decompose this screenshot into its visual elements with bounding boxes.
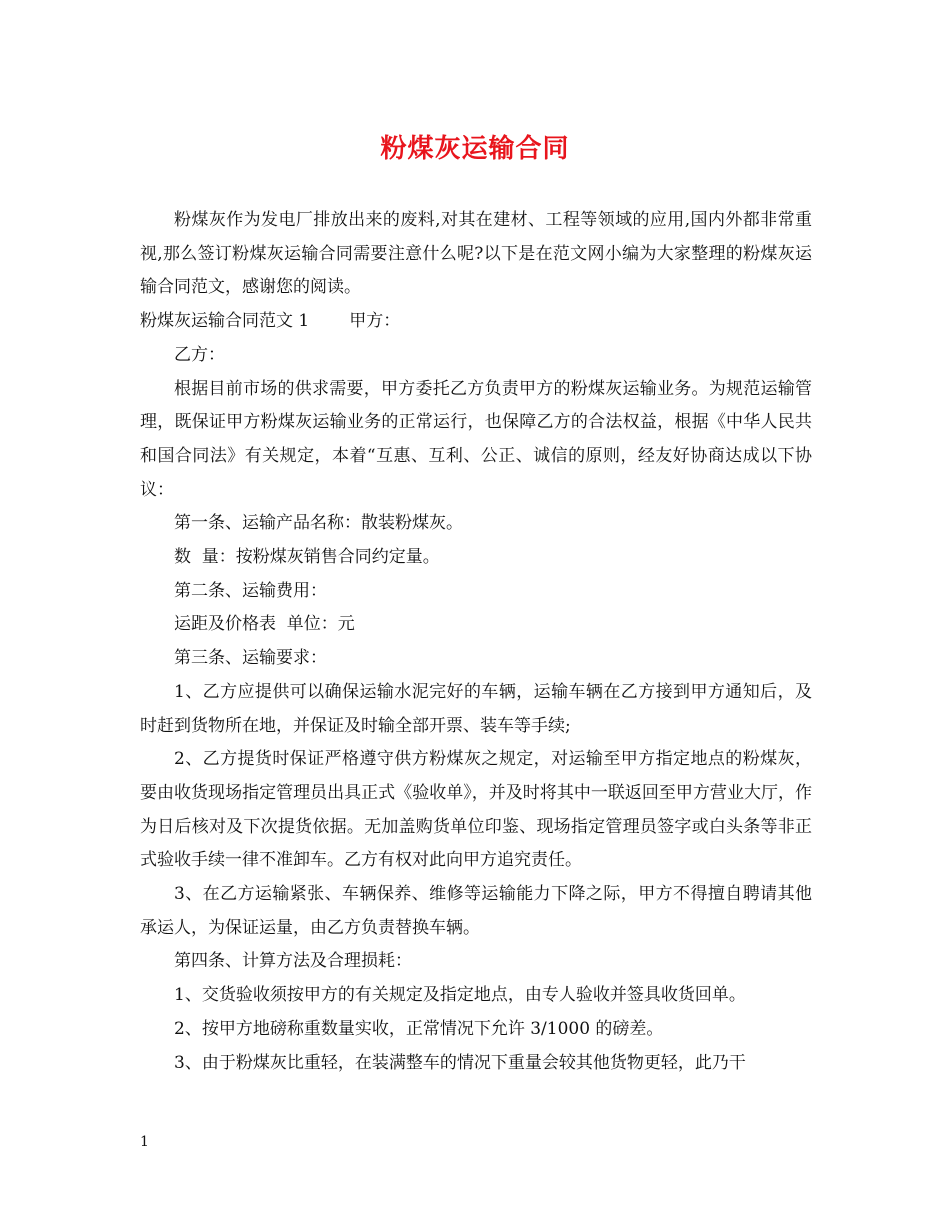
section-heading-line <box>140 305 812 339</box>
document-body <box>140 204 812 1080</box>
clause-1-product: 第一条、运输产品名称：散装粉煤灰。 <box>174 513 463 534</box>
clause-3-item-2: 2、乙方提货时保证严格遵守供方粉煤灰之规定，对运输至甲方指定地点的粉煤灰，要由收货现场指定管理员出具正式《验收单》，并及时将其中一联返回至甲方营业大厅，作为日后核对及下次提货依据。无加盖购货单位印鉴、现场指定管理员签字或白头条等非正式验收手续一律不准卸车。乙方有权对此向甲方追究责任。 <box>140 749 812 871</box>
clause-3-requirements: 第三条、运输要求： <box>174 648 327 669</box>
intro-paragraph: 粉煤灰作为发电厂排放出来的废料,对其在建材、工程等领域的应用,国内外都非常重视,那么签订粉煤灰运输合同需要注意什么呢?以下是在范文网小编为大家整理的粉煤灰运输合同范文，感谢您的阅读。 <box>140 210 812 298</box>
clause-1-quantity: 数 量：按粉煤灰销售合同约定量。 <box>174 547 440 568</box>
document-title: 粉煤灰运输合同 <box>380 134 570 164</box>
page-number: 1 <box>140 1134 149 1150</box>
clause-4-calculation: 第四条、计算方法及合理损耗： <box>174 951 412 972</box>
clause-3-item-3: 3、在乙方运输紧张、车辆保养、维修等运输能力下降之际，甲方不得擅自聘请其他承运人，为保证运量，由乙方负责替换车辆。 <box>140 884 812 938</box>
preamble-paragraph: 根据目前市场的供求需要，甲方委托乙方负责甲方的粉煤灰运输业务。为规范运输管理，既保证甲方粉煤灰运输业务的正常运行，也保障乙方的合法权益，根据《中华人民共和国合同法》有关规定，本着“互惠、互利、公正、诚信的原则，经友好协商达成以下协议： <box>140 378 812 500</box>
party-b-label: 乙方： <box>174 344 225 365</box>
clause-2-fees: 第二条、运输费用： <box>174 580 327 601</box>
party-a-label: 甲方： <box>349 311 401 332</box>
clause-2-price-table: 运距及价格表 单位：元 <box>174 614 355 635</box>
clause-4-item-3: 3、由于粉煤灰比重轻，在装满整车的情况下重量会较其他货物更轻，此乃干 <box>174 1052 746 1073</box>
clause-3-item-1: 1、乙方应提供可以确保运输水泥完好的车辆，运输车辆在乙方接到甲方通知后，及时赶到货物所在地，并保证及时输全部开票、装车等手续; <box>140 681 812 736</box>
section-heading: 粉煤灰运输合同范文 1 <box>140 311 310 332</box>
clause-4-item-2: 2、按甲方地磅称重数量实收，正常情况下允许 3/1000 的磅差。 <box>174 1018 664 1039</box>
clause-4-item-1: 1、交货验收须按甲方的有关规定及指定地点，由专人验收并签具收货回单。 <box>174 985 746 1006</box>
